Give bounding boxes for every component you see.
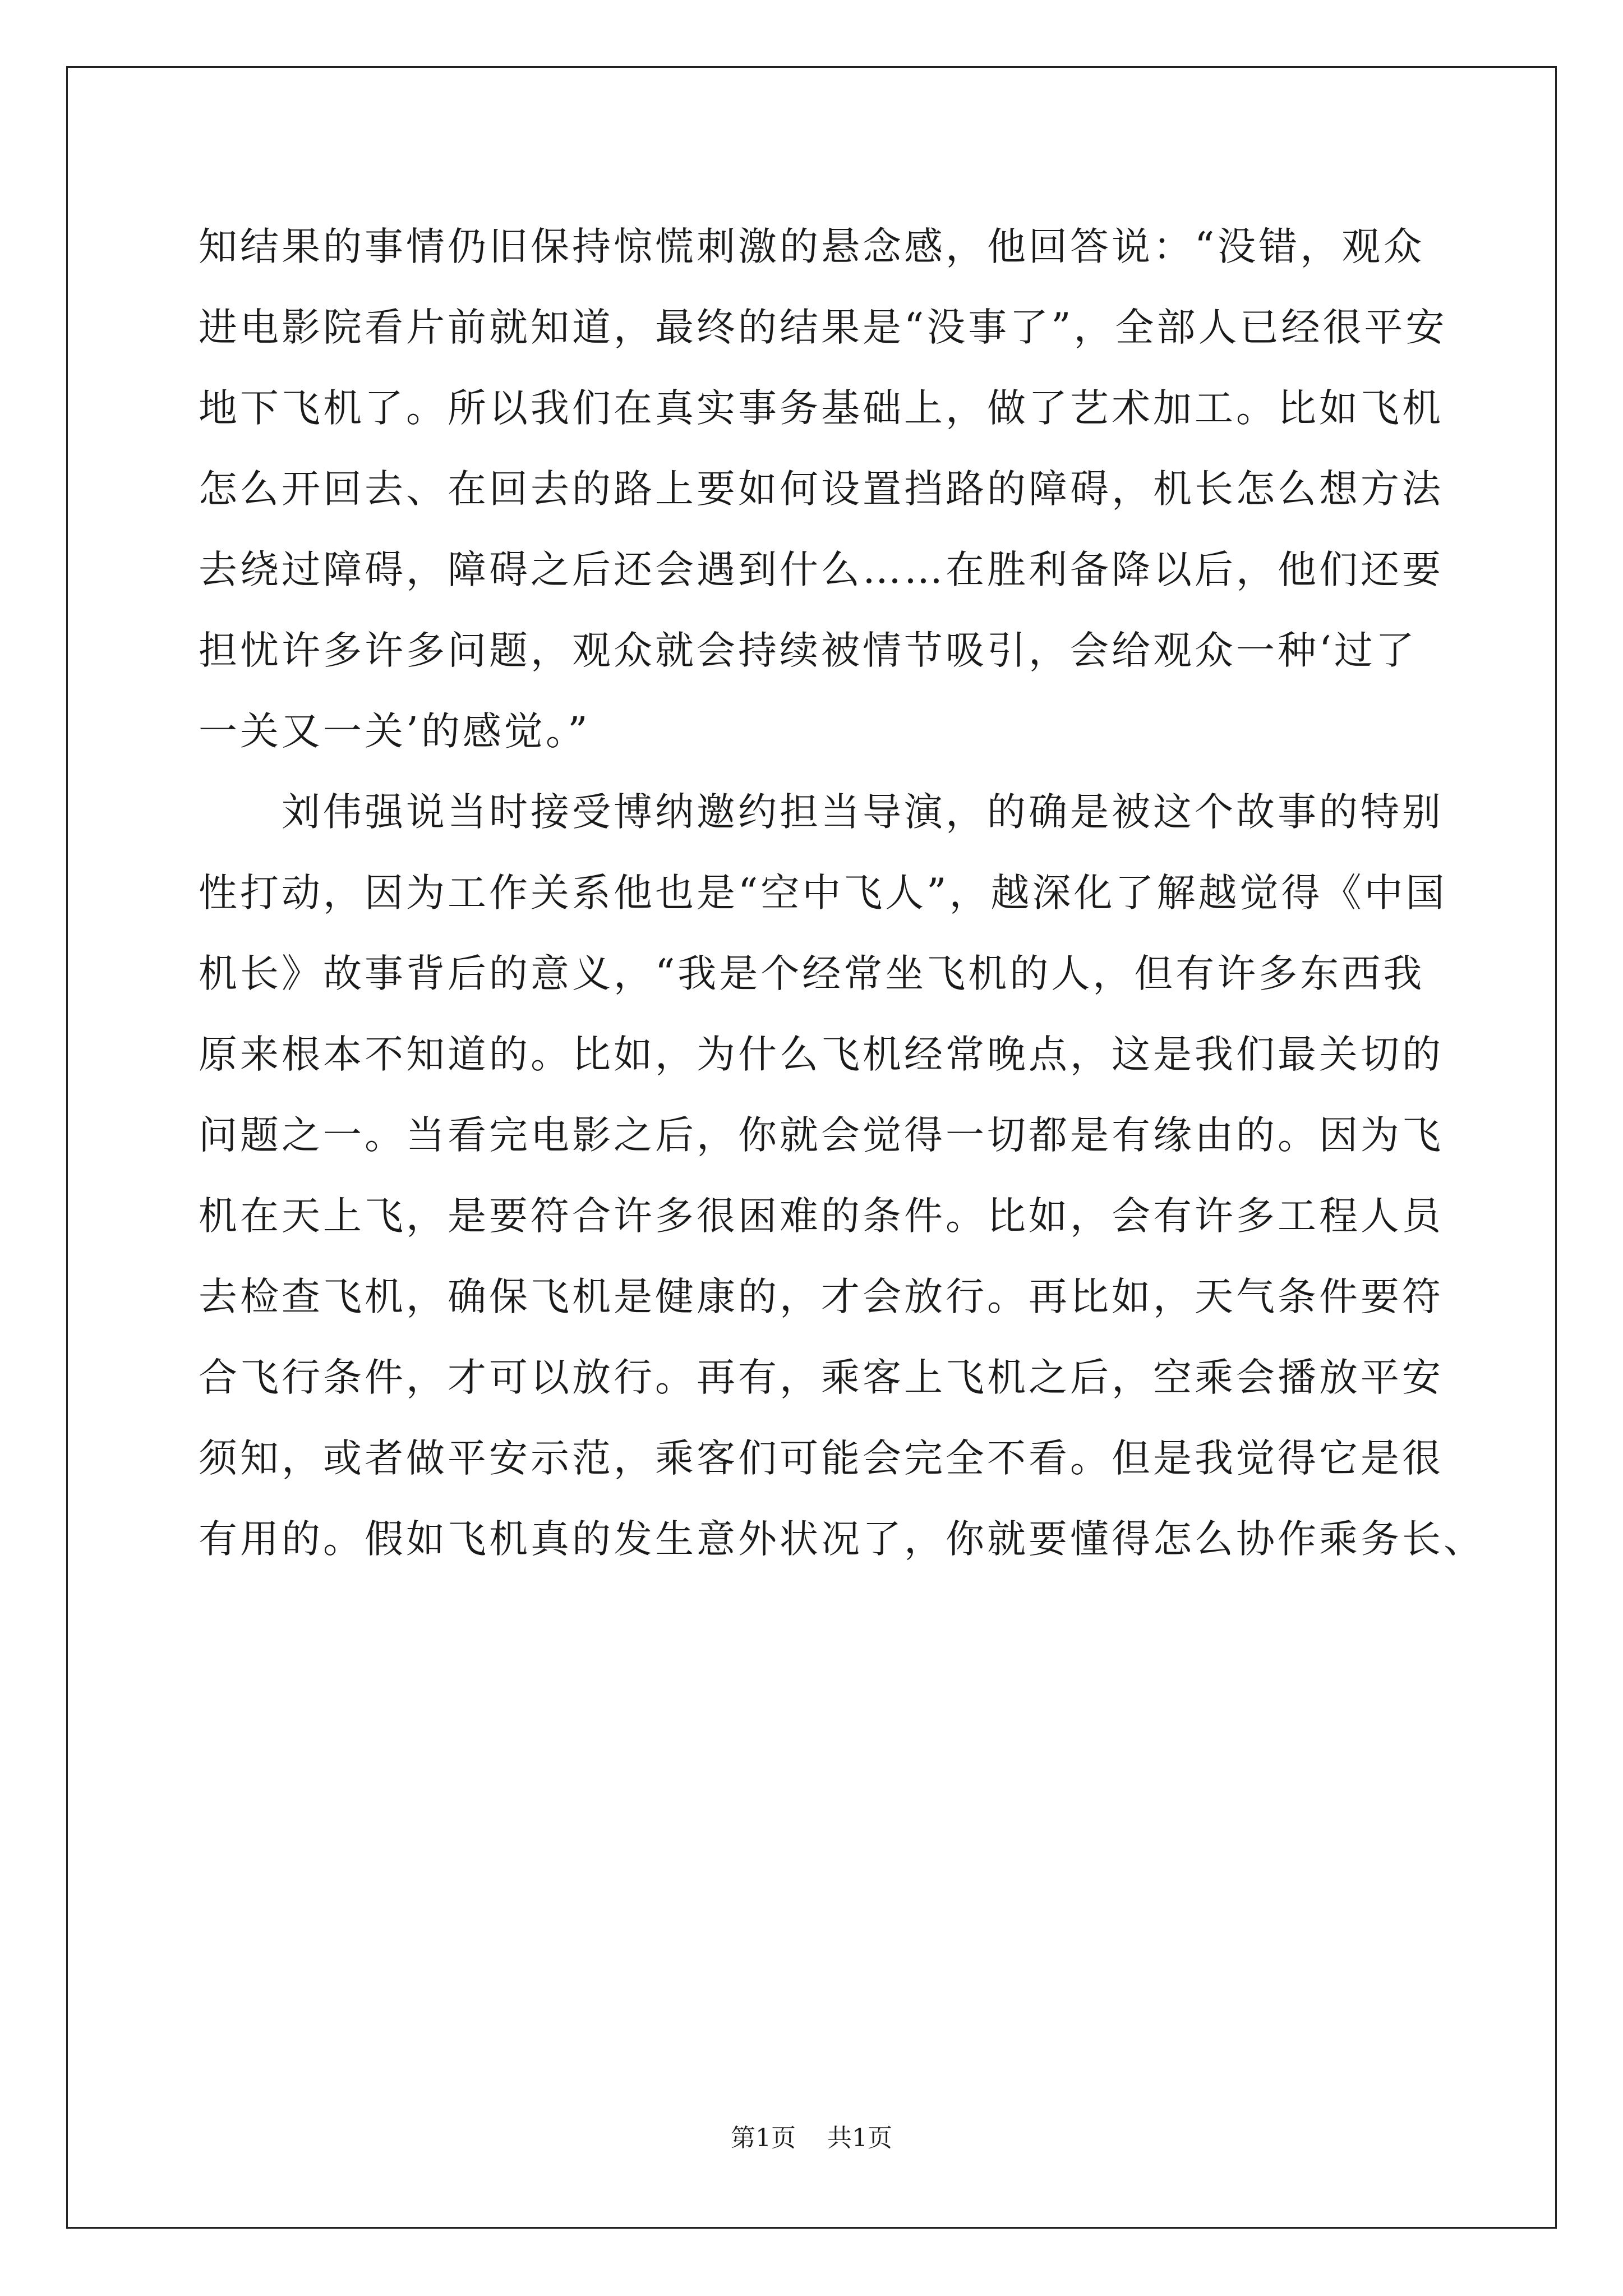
text-line: 知结果的事情仍旧保持惊慌刺激的悬念感，他回答说：“没错，观众	[199, 224, 1425, 269]
text-line: 原来根本不知道的。比如，为什么飞机经常晚点，这是我们最关切的	[199, 1032, 1444, 1077]
text-line: 有用的。假如飞机真的发生意外状况了，你就要懂得怎么协作乘务长、	[199, 1517, 1485, 1562]
text-line: 地下飞机了。所以我们在真实事务基础上，做了艺术加工。比如飞机	[199, 386, 1444, 431]
text-line: 须知，或者做平安示范，乘客们可能会完全不看。但是我觉得它是很	[199, 1436, 1444, 1481]
text-line: 机长》故事背后的意义，“我是个经常坐飞机的人，但有许多东西我	[199, 951, 1425, 996]
text-line: 进电影院看片前就知道，最终的结果是“没事了”，全部人已经很平安	[199, 305, 1447, 350]
text-line: 担忧许多许多问题，观众就会持续被情节吸引，会给观众一种‘过了	[199, 628, 1417, 673]
paragraph-start-line: 刘伟强说当时接受博纳邀约担当导演，的确是被这个故事的特别	[282, 790, 1444, 835]
text-line: 怎么开回去、在回去的路上要如何设置挡路的障碍，机长怎么想方法	[199, 467, 1444, 512]
text-line: 一关又一关’的感觉。”	[199, 709, 591, 754]
text-line: 合飞行条件，才可以放行。再有，乘客上飞机之后，空乘会播放平安	[199, 1355, 1444, 1400]
text-line: 机在天上飞，是要符合许多很困难的条件。比如，会有许多工程人员	[199, 1194, 1444, 1239]
text-line: 性打动，因为工作关系他也是“空中飞人”，越深化了解越觉得《中国	[199, 871, 1447, 915]
text-line: 去检查飞机，确保飞机是健康的，才会放行。再比如，天气条件要符	[199, 1274, 1444, 1319]
page-number-footer: 第1页 共1页	[731, 2124, 892, 2152]
text-line: 问题之一。当看完电影之后，你就会觉得一切都是有缘由的。因为飞	[199, 1113, 1444, 1158]
text-line: 去绕过障碍，障碍之后还会遇到什么……在胜利备降以后，他们还要	[199, 547, 1444, 592]
body-text	[199, 206, 1485, 1580]
